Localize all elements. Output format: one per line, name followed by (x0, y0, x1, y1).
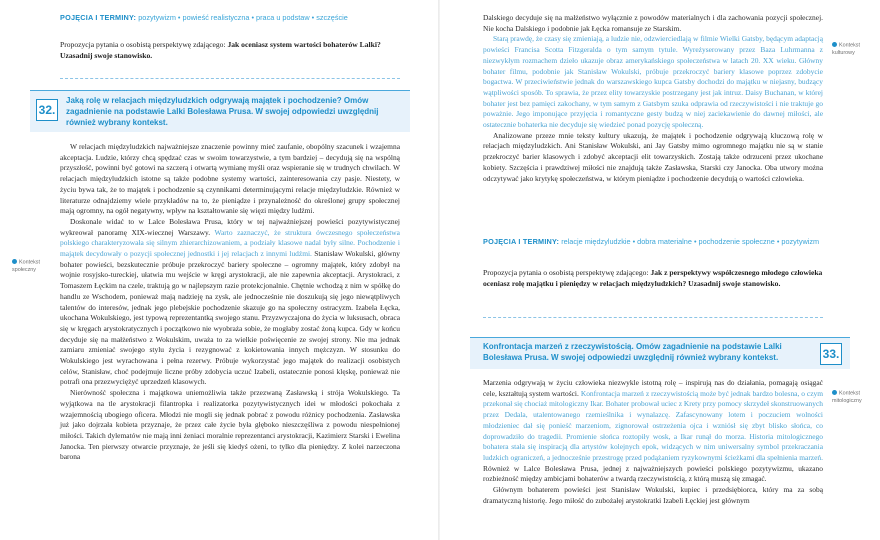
paragraph-text: Stanisław Wokulski, główny bohater powieści, bezskutecznie próbuje przekroczyć bariery społeczne – ogromny majątek, który zdobył na wojnie rosyjsko-tureckiej, ułatwia mu wejście w kręgi arystokracji, ale nie zapewnia akceptacji. Arystokraci, z Tomaszem Łęckim na czele, traktują go w najlepszym razie protekcjonalnie. Chętnie wchodzą z nim w spółkę do handlu ze Wschodem, ponieważ mają nadzieję na zysk, ale jednocześnie nie doszukują się jego niewątpliwych talentów do interesów, jednak jego plebejskie pochodzenie skazuje go na społeczny ostracyzm. Izabela Łęcka, ukochana Wokulskiego, jest typową reprezentantką swojego stanu. Przyzwyczajona do życia w luksusach, obraca się w kręgach arystokratycznych i początkowo nie wyobraża sobie, że mogłaby zostać żoną kupca. Gdy w końcu decyduje się na małżeństwo z Wokulskim, uważa to za wielkie poświęcenie ze swojej strony. Nie ma jednak zamiaru zmieniać swojego stylu życia i rezygnować z kokietowania innych mężczyzn. W stosunku do Wokulskiego jest wyrachowana i pełna rezerwy. Próbuje wykorzystać jego majątek do realizacji osobistych celów, Stanisław, choć podejmuje liczne próby zdobycia uczuć Izabeli, ostatecznie ponosi klęskę, ponieważ nie potrafi ona przezwyciężyć uprzedzeń klasowych. (60, 249, 401, 387)
task-prompt: Konfrontacja marzeń z rzeczywistością. Omów zagadnienie na podstawie Lalki Bolesława Prusa. W swojej odpowiedzi uwzględnij również wybrany kontekst. (483, 342, 782, 362)
personal-question-prompt (483, 268, 823, 290)
paragraph: Nierówność społeczna i majątkowa uniemożliwia także przezwaną Zasławską i strója Wokulskiego. Ta wyjątkowa na tle arystokracji filantropka i realizatorka pozytywistycznych idei w młodości pokochała z wzajemnością ubogiego oficera. Młodzi nie mogli się jednak pobrać z powodu różnicy pochodzenia. Zasławska już jako dojrzała kobieta przyznaje, że przez całe życie była głęboko nieszczęśliwa z powodu niespełnionej miłości. Takich dylematów nie mają inni żeniaci moralnie reprezentanci arystokracji, Kazimierz Starski i Ewelina Janocka. Ten pierwszy otwarcie przyznaje, że jeśli się kiedyś ożeni, to tylko dla pieniędzy. Z kolei narzeczona barona (60, 388, 400, 462)
prompt-lead: Propozycja pytania o osobistą perspektywę zdającego: (60, 40, 226, 49)
paragraph: Głównym bohaterem powieści jest Stanisław Wokulski, kupiec i przedsiębiorca, który ma za sobą dramatyczną historię. Jego miłość do zubożałej arystokratki Izabeli Łęckiej jest głównym (483, 485, 823, 505)
task-prompt: Jaką rolę w relacjach międzyludzkich odgrywają majątek i pochodzenie? Omów zagadnienie na podstawie Lalki Bolesława Prusa. W swojej odpowiedzi uwzględnij również wybrany kontekst. (66, 96, 379, 127)
terms-list: pozytywizm • powieść realistyczna • praca u podstaw • szczęście (138, 13, 348, 22)
prompt-question: Jak oceniasz system wartości bohaterów Lalki? Uzasadnij swoje stanowisko. (60, 40, 381, 60)
paragraph (60, 217, 400, 388)
context-highlight: Starą prawdę, że czasy się zmieniają, a ludzie nie, odzwierciedlają w filmie Wielki Gatsby, będącym adaptacją powieści Francisa Scotta Fitzgeralda o tym samym tytule. Wyreżyserowany przez Baza Luhrmanna z niezwykłym rozmachem dzieło ukazuje obraz amerykańskiego społeczeństwa w latach 20. XX wieku. Główny bohater filmu, podobnie jak Stanisław Wokulski, próbuje przekroczyć bariery klasowe poprzez zdobycie bogactwa. W przeciwieństwie jednak do warszawskiego kupca Gatsby dochodzi do majątku w niejasny, budzący wątpliwości sposób. To sprawia, że przez elity towarzyskie postrzegany jest jak intruz. Daisy Buchanan, w której bohater jest bez pamięci zakochany, w tym samym z Gatsbym szuka odprawia od rzeczywistości i nie traktuje go poważnie. Jego imponujące przyjęcia i romantyczne gesty budzą w niej zaciekawienie do dawnej miłości, ale ostatecznie bohaterka nie decyduje się wiedzieć ponad pozycję społeczną. (483, 34, 823, 130)
note-marker-icon (832, 390, 837, 395)
paragraph (483, 378, 823, 485)
margin-note-cultural-context (832, 42, 872, 57)
paragraph: W relacjach międzyludzkich najważniejsze znaczenie powinny mieć zaufanie, obopólny szacunek i wzajemna akceptacja. Ludzie, którzy chcą spędzać czas w swoim towarzystwie, a tym bardziej – decydują się na wspólną przyszłość, powinni być gotowi na szczerą i otwartą wymianę myśli oraz wspieranie się w trudnych chwilach. W relacjach międzyludzkich istotne są także podobne systemy wartości, zainteresowania czy pasje. Niestety, w życiu bywa tak, że to majątek i pochodzenie są czynnikami determinującymi relacje międzyludzkie. Również w literaturze odnajdziemy wiele przykładów na to, że pieniądze i przynależność do określonej grupy społecznej mają ogromny, na ogół negatywny, wpływ na kształtowanie się więzi między ludźmi. (60, 142, 400, 216)
margin-note-text: Kontekst mitologiczny (832, 390, 862, 404)
paragraph (483, 34, 823, 130)
terms-box-right (483, 237, 823, 247)
task-number: 32. (36, 99, 58, 121)
paragraph: Dalskiego decyduje się na małżeństwo wyłącznie z powodów materialnych i dla zachowania pozycji społecznej. Nie kocha Dalskiego i podobnie jak Łęcka romansuje ze Starskim. (483, 13, 823, 33)
section-divider (483, 317, 823, 318)
margin-note-mythological-context (832, 390, 874, 405)
paragraph: Analizowane przeze mnie teksty kultury ukazują, że majątek i pochodzenie odgrywają kluczową rolę w relacjach międzyludzkich. Ani Stanisław Wokulski, ani Jay Gatsby mimo ogromnego majątku nie są w stanie przekroczyć barier klasowych i zdobyć akceptacji elit towarzyskich. Zostają także odrzuceni przez ukochane kobiety. Szczęścia i prawdziwej miłości nie znajdują także Zasławska, Starski czy Janocka. Oba utwory można odczytywać jako krytykę społeczeństwa, w którym pieniądze i pochodzenie decydują o wartości człowieka. (483, 130, 823, 183)
essay-body-right-top (483, 13, 823, 184)
terms-label: POJĘCIA I TERMINY: (60, 13, 137, 22)
paragraph-text: Również w Lalce Bolesława Prusa, jednej z najważniejszych powieści polskiego pozytywizmu, ukazano rozbieżność między ambicjami bohaterów a twardą rzeczywistością, z którą muszą się zmagać. (483, 463, 823, 484)
terms-box-left (60, 13, 400, 23)
paragraph-text: Marzenia odgrywają w życiu człowieka niezwykle istotną rolę – inspirują nas do działania, pomagają osiągać cele, kształtują system wartości. (483, 378, 823, 398)
margin-note-text: Kontekst kulturowy (832, 42, 860, 56)
context-highlight: Konfrontacja marzeń z rzeczywistością może być jednak bardzo bolesna, o czym przekonał się chociaż mitologiczny Ikar. Bohater probował uciec z Krety przy pomocy skrzydeł skonstruowanych przez Dedala, utalentowanego rzemieślnika i wynalazcę. Zafascynowany lotem i poczuciem wolności młodzieniec dał się ponieść marzeniom, zignorował ostrzeżenia ojca i wzniósł się zbyt blisko słońca, co doprowadziło do tragedii. Promienie słońca roztopiły wosk, a Ikar runął do morza. Historia mitologicznego bohatera stała się inspiracją dla artystów kolejnych epok, widzących w nim uniwersalny symbol przekraczania ludzkich ograniczeń, a jednocześnie przestrogę przed podążaniem ryzykownymi ścieżkami dla spełnienia marzeń. (483, 388, 824, 462)
task-number: 33. (820, 343, 842, 365)
section-divider (60, 78, 400, 79)
note-marker-icon (832, 42, 837, 47)
essay-body-right-bottom (483, 378, 823, 506)
context-highlight: Warto zaznaczyć, że struktura ówczesnego społeczeństwa polskiego charakteryzowała się silnym zhierarchizowaniem, a podziały klasowe nadal były silne. Pochodzenie i majątek decydowały o pozycji społecznej jednostki i jej relacjach z innymi ludźmi. (60, 227, 400, 259)
margin-note-social-context (12, 259, 52, 274)
right-page (440, 0, 880, 540)
margin-note-text: Kontekst społeczny (12, 259, 40, 273)
terms-list: relacje międzyludzkie • dobra materialne • pochodzenie społeczne • pozytywizm (561, 237, 820, 246)
paragraph-text: Doskonale widać to w Lalce Bolesława Prusa, który w tej najważniejszej powieści pozytywistycznej wykreował panoramę XIX-wiecznej Warszawy. (60, 216, 400, 237)
personal-question-prompt (60, 40, 400, 62)
prompt-question: Jak z perspektywy współczesnego młodego człowieka oceniasz rolę majątku i pieniędzy w relacjach międzyludzkich? Uzasadnij swoje stanowisko. (483, 268, 823, 288)
note-marker-icon (12, 259, 17, 264)
prompt-lead: Propozycja pytania o osobistą perspektywę zdającego: (483, 268, 649, 277)
terms-label: POJĘCIA I TERMINY: (483, 237, 560, 246)
essay-body-left (60, 142, 400, 463)
